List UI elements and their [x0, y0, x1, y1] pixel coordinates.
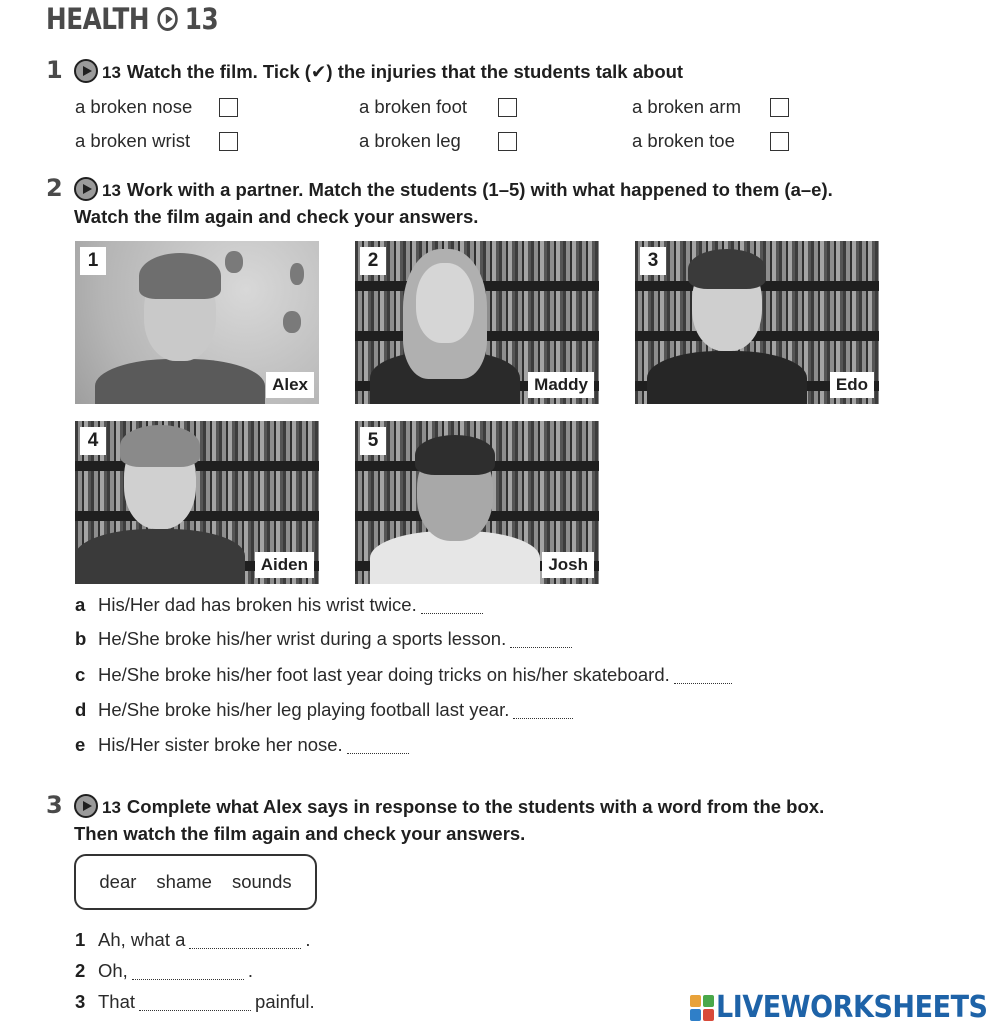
student-name: Maddy [528, 372, 594, 398]
sentence-text: He/She broke his/her foot last year doing tricks on his/her skateboard. [98, 664, 670, 685]
track-number: 13 [102, 798, 121, 817]
match-sentence [75, 734, 409, 756]
exercise-1-heading [46, 57, 683, 86]
injury-option [75, 96, 192, 118]
sentence-text: He/She broke his/her wrist during a sports lesson. [98, 628, 507, 649]
student-number: 5 [360, 427, 386, 455]
sentence-text: His/Her dad has broken his wrist twice. [98, 594, 417, 615]
tick-checkbox[interactable] [498, 98, 517, 117]
student-number: 1 [80, 247, 106, 275]
sentence-letter: b [75, 628, 87, 649]
student-number: 3 [640, 247, 666, 275]
match-sentence [75, 699, 573, 721]
play-icon [158, 7, 178, 31]
injury-label: a broken nose [75, 96, 193, 117]
student-number: 4 [80, 427, 106, 455]
word-box [74, 854, 317, 910]
title-text: HEALTH [46, 2, 150, 36]
item-number: 2 [75, 960, 86, 981]
answer-blank[interactable] [513, 718, 573, 719]
injury-label: a broken arm [632, 96, 741, 117]
exercise-3-heading [46, 792, 824, 847]
student-photo-aiden [75, 421, 319, 584]
item-number: 3 [75, 991, 86, 1012]
match-sentence [75, 664, 732, 686]
sentence-letter: d [75, 699, 87, 720]
injury-option [75, 130, 190, 152]
answer-blank[interactable] [347, 753, 409, 754]
completion-item [75, 991, 315, 1013]
track-number: 13 [102, 63, 121, 82]
student-number: 2 [360, 247, 386, 275]
logo-text: LIVEWORKSHEETS [716, 990, 988, 1025]
tick-checkbox[interactable] [770, 132, 789, 151]
track-number: 13 [102, 181, 121, 200]
tick-checkbox[interactable] [219, 98, 238, 117]
student-photo-alex [75, 241, 319, 404]
item-before: That [98, 991, 136, 1012]
injury-label: a broken leg [359, 130, 461, 151]
answer-blank[interactable] [132, 979, 244, 980]
injury-option [632, 96, 741, 118]
tick-checkbox[interactable] [219, 132, 238, 151]
exercise-number: 1 [46, 56, 63, 84]
liveworksheets-logo[interactable] [690, 990, 1000, 1025]
injury-label: a broken wrist [75, 130, 191, 151]
title-track: 13 [184, 2, 219, 36]
injury-option [359, 96, 467, 118]
student-name: Josh [542, 552, 594, 578]
word-option: dear [99, 871, 137, 892]
instruction-line-1: Complete what Alex says in response to the students with a word from the box. [126, 796, 825, 817]
answer-blank[interactable] [510, 647, 572, 648]
student-photo-maddy [355, 241, 599, 404]
instruction-line-2: Then watch the film again and check your answers. [74, 823, 526, 844]
match-sentence [75, 628, 572, 650]
completion-item [75, 960, 253, 982]
answer-blank[interactable] [421, 613, 483, 614]
item-after: . [247, 960, 253, 981]
sentence-text: His/Her sister broke her nose. [98, 734, 343, 755]
play-icon[interactable] [74, 177, 98, 201]
injury-label: a broken foot [359, 96, 467, 117]
answer-blank[interactable] [189, 948, 301, 949]
play-icon[interactable] [74, 794, 98, 818]
injury-label: a broken toe [632, 130, 735, 151]
exercise-2-heading [46, 175, 833, 230]
student-name: Edo [830, 372, 874, 398]
injury-option [632, 130, 735, 152]
exercise-number: 3 [46, 791, 63, 819]
item-after: painful. [255, 991, 315, 1012]
item-after: . [305, 929, 311, 950]
exercise-number: 2 [46, 174, 63, 202]
sentence-letter: c [75, 664, 86, 685]
word-option: shame [156, 871, 212, 892]
student-photo-edo [635, 241, 879, 404]
instruction-line-1: Work with a partner. Match the students (1–5) with what happened to them (a–e). [126, 179, 833, 200]
word-option: sounds [231, 871, 292, 892]
item-before: Oh, [98, 960, 128, 981]
page-title [46, 2, 218, 36]
play-icon[interactable] [74, 59, 98, 83]
item-before: Ah, what a [98, 929, 186, 950]
tick-checkbox[interactable] [770, 98, 789, 117]
sentence-text: He/She broke his/her leg playing football last year. [98, 699, 510, 720]
student-name: Aiden [255, 552, 314, 578]
answer-blank[interactable] [674, 683, 732, 684]
student-name: Alex [266, 372, 314, 398]
sentence-letter: a [75, 594, 86, 615]
match-sentence [75, 594, 483, 616]
tick-checkbox[interactable] [498, 132, 517, 151]
liveworksheets-icon [690, 995, 714, 1021]
answer-blank[interactable] [139, 1010, 251, 1011]
item-number: 1 [75, 929, 86, 950]
instruction: Watch the film. Tick (✔) the injuries that the students talk about [126, 61, 684, 82]
student-photo-josh [355, 421, 599, 584]
instruction-line-2: Watch the film again and check your answers. [74, 206, 479, 227]
sentence-letter: e [75, 734, 86, 755]
injury-option [359, 130, 461, 152]
completion-item [75, 929, 311, 951]
